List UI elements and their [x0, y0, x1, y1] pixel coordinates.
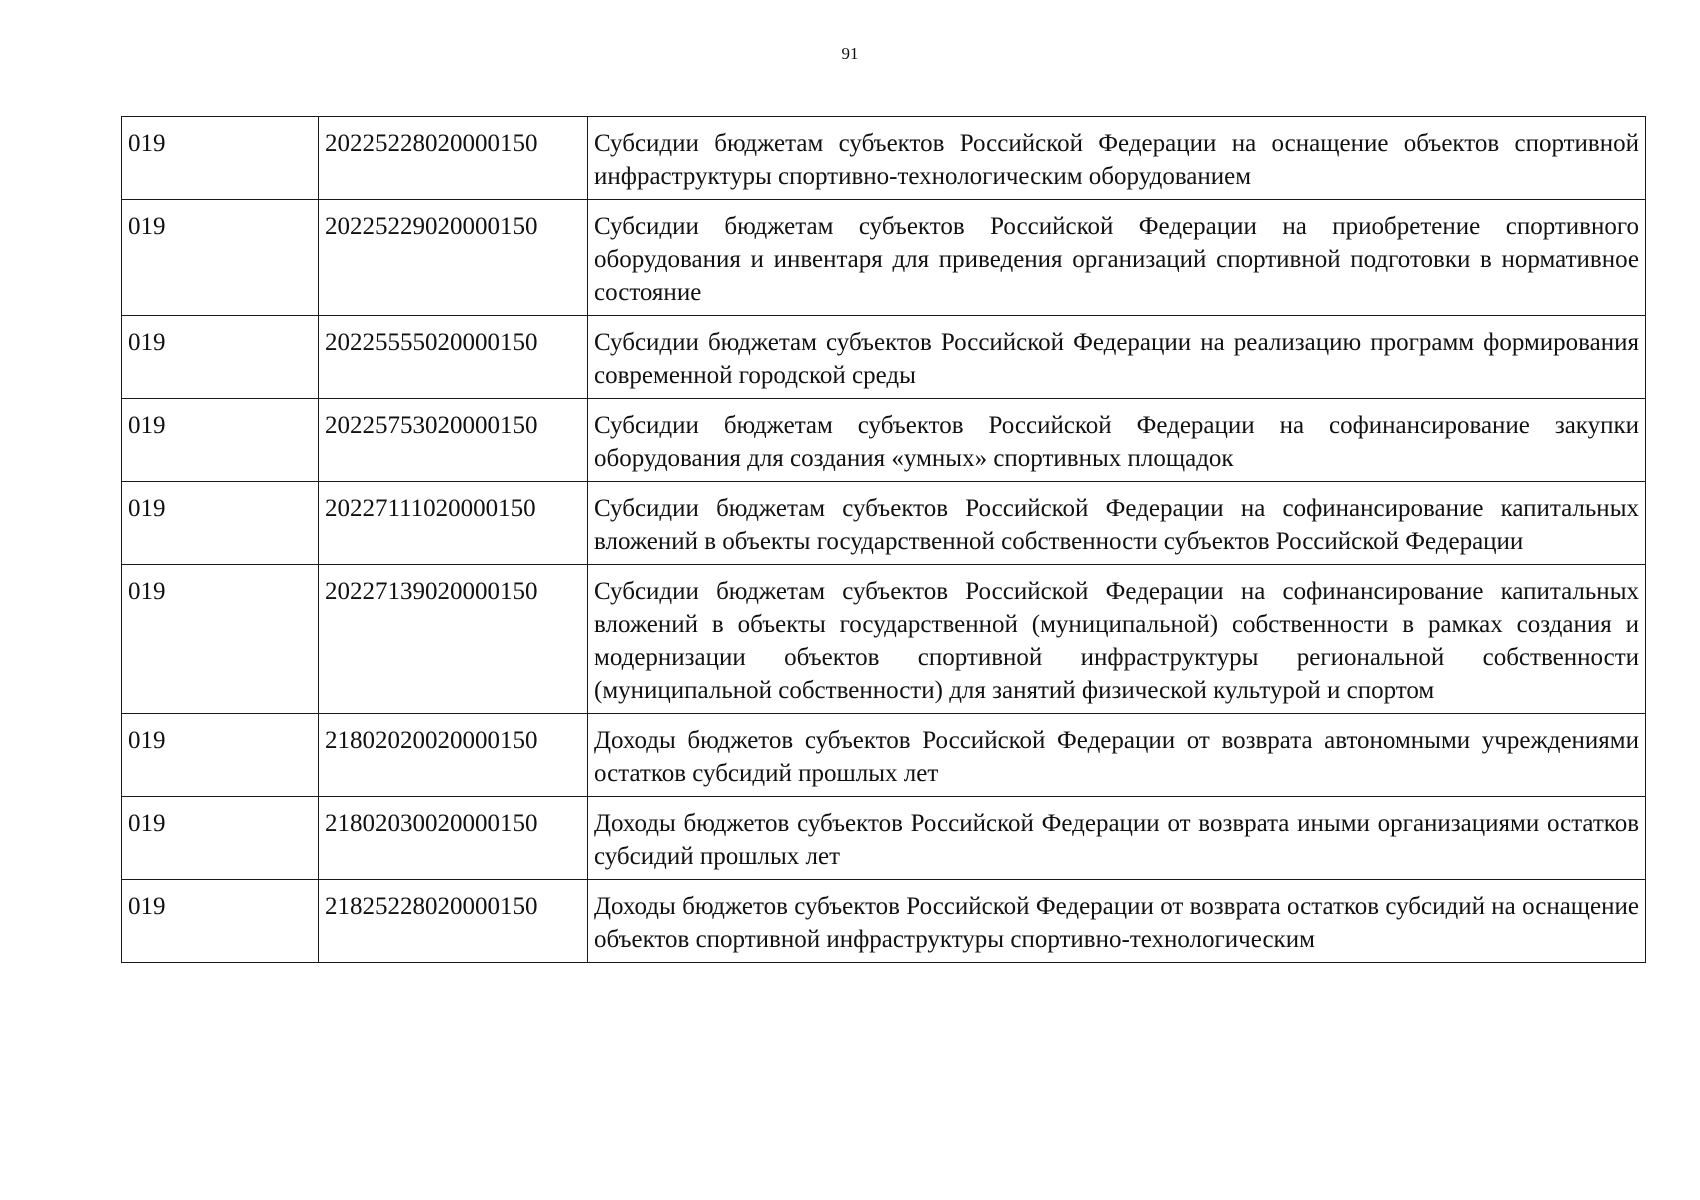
kbk-cell: 20225753020000150 [319, 399, 588, 482]
description-cell: Субсидии бюджетам субъектов Российской Федерации на оснащение объектов спортивной инфраструктуры спортивно-технологическим оборудованием [588, 117, 1646, 200]
table-row [122, 797, 1646, 880]
description-cell: Субсидии бюджетам субъектов Российской Федерации на реализацию программ формирования современной городской среды [588, 316, 1646, 399]
table-body [122, 117, 1646, 963]
table-row [122, 200, 1646, 316]
kbk-cell: 21825228020000150 [319, 880, 588, 963]
description-cell: Доходы бюджетов субъектов Российской Федерации от возврата автономными учреждениями остатков субсидий прошлых лет [588, 714, 1646, 797]
admin-code-cell: 019 [122, 565, 319, 714]
admin-code-cell: 019 [122, 316, 319, 399]
admin-code-cell: 019 [122, 880, 319, 963]
description-cell: Субсидии бюджетам субъектов Российской Федерации на софинансирование капитальных вложений в объекты государственной (муниципальной) собственности в рамках создания и модернизации объектов спортивной инфраструктуры региональной собственности (муниципальной собственности) для занятий физической культурой и спортом [588, 565, 1646, 714]
admin-code-cell: 019 [122, 482, 319, 565]
revenue-codes-table [121, 116, 1646, 963]
admin-code-cell: 019 [122, 797, 319, 880]
admin-code-cell: 019 [122, 399, 319, 482]
admin-code-cell: 019 [122, 714, 319, 797]
table-row [122, 316, 1646, 399]
kbk-cell: 20225229020000150 [319, 200, 588, 316]
table-row [122, 399, 1646, 482]
kbk-cell: 20225555020000150 [319, 316, 588, 399]
kbk-cell: 21802030020000150 [319, 797, 588, 880]
kbk-cell: 20227139020000150 [319, 565, 588, 714]
description-cell: Доходы бюджетов субъектов Российской Федерации от возврата остатков субсидий на оснащение объектов спортивной инфраструктуры спортивно-технологическим [588, 880, 1646, 963]
kbk-cell: 20227111020000150 [319, 482, 588, 565]
description-cell: Субсидии бюджетам субъектов Российской Федерации на софинансирование закупки оборудования для создания «умных» спортивных площадок [588, 399, 1646, 482]
table-row [122, 482, 1646, 565]
description-cell: Доходы бюджетов субъектов Российской Федерации от возврата иными организациями остатков субсидий прошлых лет [588, 797, 1646, 880]
table-row [122, 565, 1646, 714]
table-row [122, 714, 1646, 797]
admin-code-cell: 019 [122, 117, 319, 200]
description-cell: Субсидии бюджетам субъектов Российской Федерации на софинансирование капитальных вложений в объекты государственной собственности субъектов Российской Федерации [588, 482, 1646, 565]
kbk-cell: 20225228020000150 [319, 117, 588, 200]
admin-code-cell: 019 [122, 200, 319, 316]
description-cell: Субсидии бюджетам субъектов Российской Федерации на приобретение спортивного оборудования и инвентаря для приведения организаций спортивной подготовки в нормативное состояние [588, 200, 1646, 316]
table-row [122, 880, 1646, 963]
page-number: 91 [841, 44, 859, 63]
kbk-cell: 21802020020000150 [319, 714, 588, 797]
table-row [122, 117, 1646, 200]
